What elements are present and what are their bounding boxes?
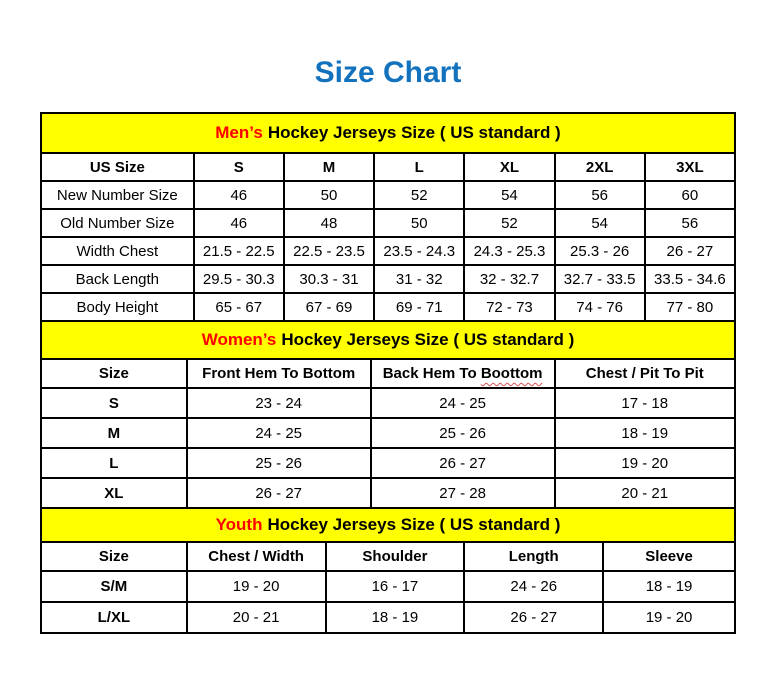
mens-header-row (41, 153, 735, 181)
womens-section-row (41, 321, 735, 359)
cell: 16 - 17 (326, 571, 465, 602)
mens-section-header (41, 113, 735, 153)
cell: 32 - 32.7 (464, 265, 554, 293)
womens-section-highlight: Women’s (201, 330, 277, 349)
misspelled-word: Boottom (480, 365, 543, 382)
cell: 54 (464, 181, 554, 209)
cell: 31 - 32 (374, 265, 464, 293)
row-label: New Number Size (41, 181, 194, 209)
table-row (41, 448, 735, 478)
row-label: L (41, 448, 187, 478)
cell: 46 (194, 209, 284, 237)
cell: 56 (555, 181, 645, 209)
column-header: Sleeve (603, 542, 735, 571)
mens-section-row (41, 113, 735, 153)
table-row (41, 571, 735, 602)
youth-size-table (40, 507, 736, 634)
youth-header-row (41, 542, 735, 571)
row-label: M (41, 418, 187, 448)
column-header: 3XL (645, 153, 735, 181)
cell: 21.5 - 22.5 (194, 237, 284, 265)
cell: 18 - 19 (555, 418, 735, 448)
cell: 26 - 27 (464, 602, 603, 633)
cell: 24 - 25 (187, 418, 371, 448)
cell: 18 - 19 (326, 602, 465, 633)
cell: 20 - 21 (555, 478, 735, 508)
cell: 19 - 20 (187, 571, 326, 602)
cell: 26 - 27 (187, 478, 371, 508)
youth-section-highlight: Youth (215, 515, 263, 534)
cell: 50 (374, 209, 464, 237)
cell: 48 (284, 209, 374, 237)
cell: 72 - 73 (464, 293, 554, 321)
table-row (41, 418, 735, 448)
column-header-misspelled (371, 359, 555, 388)
column-header: XL (464, 153, 554, 181)
cell: 19 - 20 (603, 602, 735, 633)
cell: 26 - 27 (645, 237, 735, 265)
column-header-text: Back Hem To (382, 365, 481, 382)
cell: 74 - 76 (555, 293, 645, 321)
cell: 22.5 - 23.5 (284, 237, 374, 265)
youth-section-header (41, 508, 735, 542)
cell: 32.7 - 33.5 (555, 265, 645, 293)
cell: 25 - 26 (187, 448, 371, 478)
cell: 52 (374, 181, 464, 209)
cell: 54 (555, 209, 645, 237)
cell: 30.3 - 31 (284, 265, 374, 293)
table-row (41, 237, 735, 265)
cell: 19 - 20 (555, 448, 735, 478)
cell: 24 - 25 (371, 388, 555, 418)
page-title: Size Chart (314, 56, 462, 89)
cell: 67 - 69 (284, 293, 374, 321)
row-label: XL (41, 478, 187, 508)
cell: 27 - 28 (371, 478, 555, 508)
cell: 56 (645, 209, 735, 237)
womens-size-table (40, 320, 736, 509)
table-row (41, 602, 735, 633)
cell: 25.3 - 26 (555, 237, 645, 265)
column-header: Shoulder (326, 542, 465, 571)
cell: 24 - 26 (464, 571, 603, 602)
column-header: L (374, 153, 464, 181)
table-row (41, 265, 735, 293)
row-label: Body Height (41, 293, 194, 321)
womens-header-row (41, 359, 735, 388)
column-header: Chest / Width (187, 542, 326, 571)
mens-size-table (40, 112, 736, 322)
row-label: L/XL (41, 602, 187, 633)
table-row (41, 209, 735, 237)
cell: 25 - 26 (371, 418, 555, 448)
size-chart-tables (40, 112, 736, 634)
table-row (41, 181, 735, 209)
womens-section-header (41, 321, 735, 359)
column-header: Front Hem To Bottom (187, 359, 371, 388)
cell: 17 - 18 (555, 388, 735, 418)
column-header: Length (464, 542, 603, 571)
youth-section-row (41, 508, 735, 542)
cell: 26 - 27 (371, 448, 555, 478)
cell: 77 - 80 (645, 293, 735, 321)
cell: 24.3 - 25.3 (464, 237, 554, 265)
table-row (41, 478, 735, 508)
cell: 18 - 19 (603, 571, 735, 602)
row-label: Old Number Size (41, 209, 194, 237)
column-header: 2XL (555, 153, 645, 181)
column-header: US Size (41, 153, 194, 181)
row-label: Width Chest (41, 237, 194, 265)
cell: 29.5 - 30.3 (194, 265, 284, 293)
row-label: S (41, 388, 187, 418)
cell: 20 - 21 (187, 602, 326, 633)
cell: 65 - 67 (194, 293, 284, 321)
cell: 33.5 - 34.6 (645, 265, 735, 293)
cell: 52 (464, 209, 554, 237)
youth-section-title: Hockey Jerseys Size ( US standard ) (267, 515, 561, 534)
mens-section-highlight: Men’s (215, 123, 263, 142)
column-header: Size (41, 542, 187, 571)
cell: 46 (194, 181, 284, 209)
column-header: M (284, 153, 374, 181)
cell: 60 (645, 181, 735, 209)
row-label: Back Length (41, 265, 194, 293)
table-row (41, 293, 735, 321)
column-header: Chest / Pit To Pit (555, 359, 735, 388)
cell: 50 (284, 181, 374, 209)
womens-section-title: Hockey Jerseys Size ( US standard ) (281, 330, 575, 349)
cell: 23 - 24 (187, 388, 371, 418)
column-header: Size (41, 359, 187, 388)
cell: 23.5 - 24.3 (374, 237, 464, 265)
row-label: S/M (41, 571, 187, 602)
cell: 69 - 71 (374, 293, 464, 321)
column-header: S (194, 153, 284, 181)
mens-section-title: Hockey Jerseys Size ( US standard ) (267, 123, 561, 142)
table-row (41, 388, 735, 418)
